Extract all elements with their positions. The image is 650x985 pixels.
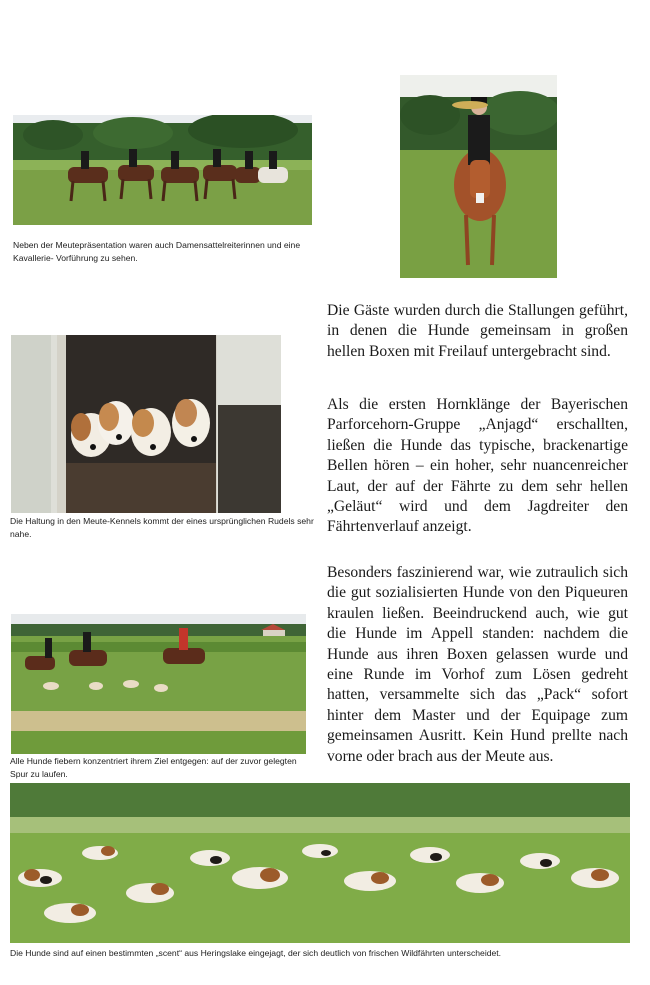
field-riders-caption: Alle Hunde fiebern konzentriert ihrem Ziel entgegen: auf der zuvor gelegten Spur zu laufen. — [10, 756, 297, 779]
riders-line-photo — [13, 115, 312, 225]
riders-line-caption: Neben der Meutepräsentation waren auch Damensattelreiterinnen und eine Kavallerie- Vorführung zu sehen. — [13, 240, 301, 263]
paragraph-guests: Die Gäste wurden durch die Stallungen geführt, in denen die Hunde gemeinsam in großen hellen Boxen mit Freilauf untergebracht sind. — [327, 302, 628, 360]
field-riders-photo — [11, 614, 306, 754]
hound-pack-caption: Die Hunde sind auf einen bestimmten „scent“ aus Heringslake eingejagt, der sich deutlich von frischen Wildfährten unterscheidet. — [10, 948, 502, 958]
hound-pack-photo — [10, 783, 630, 943]
horn-rider-photo — [400, 75, 557, 278]
kennel-hounds-photo — [11, 335, 281, 513]
paragraph-appell: Besonders faszinierend war, wie zutraulich sich die gut sozialisierten Hunde von den Piqueuren kraulen ließen. Beeindruckend auch, wie gut die Hunde im Appell standen: nachdem die Hunde aus ihren Boxen gelassen wurde und eine Runde im Vorhof zum Lösen gedreht hatten, versammelte sich das „Pack“ sofort hinter dem Master und der Equipage zum gemeinsamen Ausritt. Kein Hund prellte nach vorne oder brach aus der Meute aus. — [327, 564, 628, 765]
paragraph-horn-sounds: Als die ersten Hornklänge der Bayerischen Parforcehorn-Gruppe „Anjagd“ erschallten, ließen die Hunde das typische, brackenartige Bellen hören – ein hoher, sehr nuancenreicher Laut, der auf der Fährte zu dem sehr hellen „Geläut“ wird und dem Jagdreiter den Fährtenverlauf anzeigt. — [327, 396, 628, 536]
kennel-hounds-caption: Die Haltung in den Meute-Kennels kommt der eines ursprünglichen Rudels sehr nahe. — [10, 516, 314, 539]
